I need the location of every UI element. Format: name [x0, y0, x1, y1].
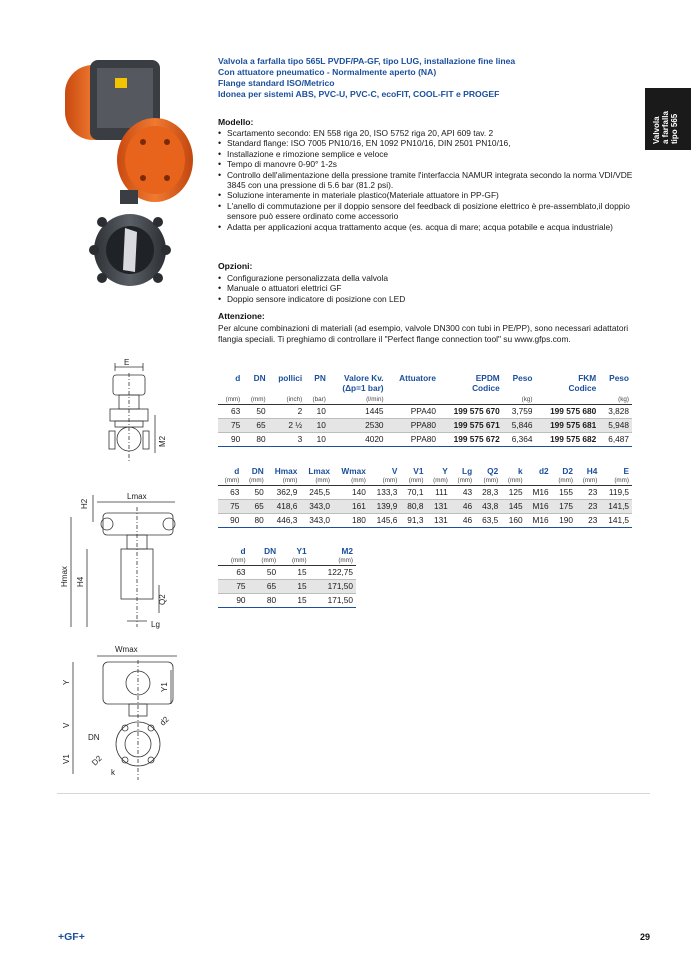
drawing-top-view: [55, 640, 185, 785]
label-k: k: [111, 768, 115, 777]
model-item: • Controllo dell'alimentazione della pressione tramite l'interfaccia NAMUR integrata secondo la norma VDI/VDE 3845 con una pressione di 5.6 bar (81.2 psi).: [218, 170, 638, 191]
table-codes: [218, 373, 632, 447]
header-line-1: Valvola a farfalla tipo 565L PVDF/PA-GF, tipo LUG, installazione fine linea: [218, 56, 516, 66]
table-cell: 80: [243, 433, 268, 447]
table-cell: 63,5: [475, 514, 501, 528]
label-v: V: [62, 722, 71, 728]
model-item: • Scartamento secondo: EN 558 riga 20, ISO 5752 riga 20, API 609 tav. 2: [218, 128, 638, 138]
table-cell: 171,50: [310, 580, 356, 594]
table-cell: 418,6: [267, 500, 301, 514]
table-row: [218, 500, 632, 514]
table-cell: 131: [426, 514, 450, 528]
col-subheader: (Δp=1 bar): [342, 383, 384, 393]
table-row: [218, 514, 632, 528]
unit: (mm): [400, 476, 426, 486]
table-cell: 5,846: [503, 419, 536, 433]
table-row: [218, 486, 632, 500]
table-cell: 199 575 680: [535, 405, 599, 419]
table-cell: 3: [269, 433, 306, 447]
option-item: • Doppio sensore indicatore di posizione con LED: [218, 294, 638, 304]
unit: (mm): [552, 476, 576, 486]
unit: (mm): [426, 476, 450, 486]
table-cell: M16: [526, 500, 552, 514]
label-h4: H4: [76, 576, 85, 587]
table-dimensions: [218, 466, 632, 528]
col-header: Hmax: [274, 466, 298, 476]
col-header: d: [234, 466, 240, 476]
footer-divider: [57, 793, 650, 794]
model-item: • Installazione e rimozione semplice e veloce: [218, 149, 638, 159]
col-header: EPDM: [475, 373, 500, 383]
col-header: Q2: [487, 466, 499, 476]
table-cell: 23: [576, 500, 600, 514]
label-hmax: Hmax: [60, 566, 69, 587]
table-cell: 90: [218, 594, 249, 608]
table-cell: 155: [552, 486, 576, 500]
table-cell: 65: [242, 500, 266, 514]
table-cell: 199 575 672: [439, 433, 503, 447]
table-cell: 63: [218, 486, 242, 500]
model-item: • Standard flange: ISO 7005 PN10/16, EN 1092 PN10/16, DIN 2501 PN10/16,: [218, 138, 638, 148]
unit: (mm): [600, 476, 632, 486]
unit: [526, 476, 552, 486]
col-subheader: Codice: [568, 383, 597, 393]
col-header: Valore Kv.: [344, 373, 384, 383]
label-y1: Y1: [160, 682, 169, 692]
table-cell: 2: [269, 405, 306, 419]
col-header: DN: [251, 466, 264, 476]
table-cell: 75: [218, 580, 249, 594]
table-cell: 139,9: [369, 500, 401, 514]
table-cell: 161: [333, 500, 369, 514]
table-cell: 75: [218, 419, 243, 433]
table-cell: 5,948: [599, 419, 632, 433]
table-cell: 80: [249, 594, 280, 608]
table-row: [218, 594, 356, 608]
table-cell: 15: [279, 566, 310, 580]
table-cell: 23: [576, 514, 600, 528]
unit: (mm): [501, 476, 525, 486]
unit: (mm): [267, 476, 301, 486]
table-row: [218, 580, 356, 594]
col-header: k: [517, 466, 523, 476]
unit: (inch): [269, 395, 306, 405]
model-item: • Adatta per applicazioni acqua trattamento acque (es. acqua di mare; acqua potabile e acqua industriale): [218, 222, 638, 232]
table-cell: 10: [305, 433, 329, 447]
unit: (mm): [218, 556, 249, 566]
table-cell: 80,8: [400, 500, 426, 514]
unit: [535, 395, 599, 405]
col-header: DN: [253, 373, 266, 383]
table-cell: 10: [305, 405, 329, 419]
unit: (l/min): [329, 395, 387, 405]
table-cell: 75: [218, 500, 242, 514]
model-list: [218, 128, 638, 232]
table-cell: PPA80: [387, 419, 439, 433]
col-subheader: Codice: [472, 383, 500, 393]
table-cell: 1445: [329, 405, 387, 419]
label-h2: H2: [80, 498, 89, 509]
table-cell: 6,487: [599, 433, 632, 447]
table-cell: 180: [333, 514, 369, 528]
gf-logo: +GF+: [58, 931, 85, 943]
table-cell: 65: [249, 580, 280, 594]
label-lg: Lg: [151, 620, 160, 629]
unit: (mm): [218, 395, 243, 405]
table-cell: 50: [243, 405, 268, 419]
table-cell: 160: [501, 514, 525, 528]
table-cell: 362,9: [267, 486, 301, 500]
table-cell: 125: [501, 486, 525, 500]
table-cell: 80: [242, 514, 266, 528]
option-item: • Manuale o attuatori elettrici GF: [218, 283, 638, 293]
table-y1-m2: [218, 546, 356, 608]
col-header: Y: [442, 466, 448, 476]
label-lmax: Lmax: [127, 492, 147, 501]
table-cell: 43,8: [475, 500, 501, 514]
table-cell: 199 575 682: [535, 433, 599, 447]
col-header: Y1: [296, 546, 307, 556]
drawing-side-view: [55, 487, 185, 632]
table-cell: M16: [526, 486, 552, 500]
table-cell: 46: [451, 514, 475, 528]
table-cell: 63: [218, 566, 249, 580]
table-cell: 63: [218, 405, 243, 419]
col-header: PN: [314, 373, 326, 383]
unit: (mm): [475, 476, 501, 486]
unit: (mm): [242, 476, 266, 486]
table-cell: 199 575 671: [439, 419, 503, 433]
table-cell: 245,5: [300, 486, 333, 500]
section-side-tab: [645, 88, 691, 150]
model-item: • Soluzione interamente in materiale plastico(Materiale attuatore in PP-GF): [218, 190, 638, 200]
table-cell: 446,3: [267, 514, 301, 528]
col-header: pollici: [278, 373, 303, 383]
unit: (mm): [243, 395, 268, 405]
table-cell: 175: [552, 500, 576, 514]
unit: (mm): [576, 476, 600, 486]
table-cell: 46: [451, 500, 475, 514]
label-q2: Q2: [158, 594, 167, 605]
table-row: [218, 566, 356, 580]
unit: (mm): [279, 556, 310, 566]
table-row: [218, 433, 632, 447]
table-cell: 10: [305, 419, 329, 433]
unit: (mm): [310, 556, 356, 566]
table-cell: 28,3: [475, 486, 501, 500]
header-line-4: Idonea per sistemi ABS, PVC-U, PVC-C, ecoFIT, COOL-FIT e PROGEF: [218, 89, 500, 99]
label-e: E: [124, 358, 130, 367]
table-cell: 3,759: [503, 405, 536, 419]
col-header: d2: [538, 466, 549, 476]
col-header: M2: [341, 546, 353, 556]
options-list: [218, 273, 638, 304]
table-cell: 133,3: [369, 486, 401, 500]
table-cell: 141,5: [600, 500, 632, 514]
table-row: [218, 419, 632, 433]
model-item: • Tempo di manovre 0-90° 1-2s: [218, 159, 638, 169]
table-cell: 43: [451, 486, 475, 500]
table-cell: 50: [249, 566, 280, 580]
unit: [387, 395, 439, 405]
unit: (mm): [451, 476, 475, 486]
option-item: • Configurazione personalizzata della valvola: [218, 273, 638, 283]
model-title: Modello:: [218, 117, 254, 127]
table-cell: 23: [576, 486, 600, 500]
model-item: • L'anello di commutazione per il doppio sensore del feedback di posizione elettrico è pre-assemblato,il doppio sensore può essere ordinato come accessorio: [218, 201, 638, 222]
col-header: H4: [586, 466, 598, 476]
table-cell: 4020: [329, 433, 387, 447]
table-cell: PPA80: [387, 433, 439, 447]
unit: (kg): [599, 395, 632, 405]
col-header: Peso: [609, 373, 629, 383]
unit: (mm): [300, 476, 333, 486]
table-cell: M16: [526, 514, 552, 528]
unit: (kg): [503, 395, 536, 405]
col-header: D2: [562, 466, 574, 476]
drawing-front-view: [95, 355, 185, 470]
col-header: Lmax: [308, 466, 330, 476]
table-cell: 131: [426, 500, 450, 514]
attention-title: Attenzione:: [218, 311, 265, 321]
table-cell: 50: [242, 486, 266, 500]
label-d2-upper: D2: [90, 753, 104, 768]
col-header: Wmax: [341, 466, 366, 476]
table-cell: 145,6: [369, 514, 401, 528]
table-cell: 343,0: [300, 514, 333, 528]
table-cell: 145: [501, 500, 525, 514]
unit: (mm): [249, 556, 280, 566]
table-cell: 90: [218, 514, 242, 528]
col-header: Lg: [462, 466, 473, 476]
col-header: DN: [264, 546, 277, 556]
label-d2: d2: [158, 714, 171, 728]
col-header: V1: [413, 466, 424, 476]
table-cell: 199 575 670: [439, 405, 503, 419]
table-cell: 199 575 681: [535, 419, 599, 433]
table-cell: 190: [552, 514, 576, 528]
col-header: Attuatore: [399, 373, 436, 383]
label-v1: V1: [62, 754, 71, 764]
table-cell: 343,0: [300, 500, 333, 514]
page-number: 29: [640, 932, 651, 942]
unit: (mm): [333, 476, 369, 486]
col-header: d: [235, 373, 241, 383]
label-dn: DN: [88, 733, 100, 742]
unit: [439, 395, 503, 405]
col-header: d: [240, 546, 246, 556]
side-tab-label: Valvola a farfalla tipo 565: [652, 111, 679, 144]
table-cell: 15: [279, 594, 310, 608]
table-cell: 122,75: [310, 566, 356, 580]
unit: (mm): [218, 476, 242, 486]
table-cell: PPA40: [387, 405, 439, 419]
table-cell: 70,1: [400, 486, 426, 500]
col-header: V: [391, 466, 398, 476]
col-header: Peso: [512, 373, 533, 383]
table-cell: 65: [243, 419, 268, 433]
attention-text: Per alcune combinazioni di materiali (ad esempio, valvole DN300 con tubi in PE/PP), sono necessari adattatori flangia speciali. Ti preghiamo di controllare il "Perfect flange connection tool" su www.gfps.com.: [218, 323, 629, 345]
valve-product-photo: [55, 50, 205, 290]
label-wmax: Wmax: [115, 645, 138, 654]
table-cell: 171,50: [310, 594, 356, 608]
label-y: Y: [62, 679, 71, 685]
table-cell: 140: [333, 486, 369, 500]
header-line-2: Con attuatore pneumatico - Normalmente aperto (NA): [218, 67, 437, 77]
table-cell: 141,5: [600, 514, 632, 528]
table-cell: 90: [218, 433, 243, 447]
options-title: Opzioni:: [218, 261, 253, 271]
table-row: [218, 405, 632, 419]
unit: (mm): [369, 476, 401, 486]
table-cell: 111: [426, 486, 450, 500]
label-m2: M2: [158, 435, 167, 447]
table-cell: 2 ½: [269, 419, 306, 433]
unit: (bar): [305, 395, 329, 405]
header-line-3: Flange standard ISO/Metrico: [218, 78, 335, 88]
col-header: E: [623, 466, 629, 476]
table-cell: 3,828: [599, 405, 632, 419]
table-cell: 2530: [329, 419, 387, 433]
table-cell: 119,5: [600, 486, 632, 500]
table-cell: 91,3: [400, 514, 426, 528]
col-header: FKM: [578, 373, 597, 383]
table-cell: 15: [279, 580, 310, 594]
table-cell: 6,364: [503, 433, 536, 447]
